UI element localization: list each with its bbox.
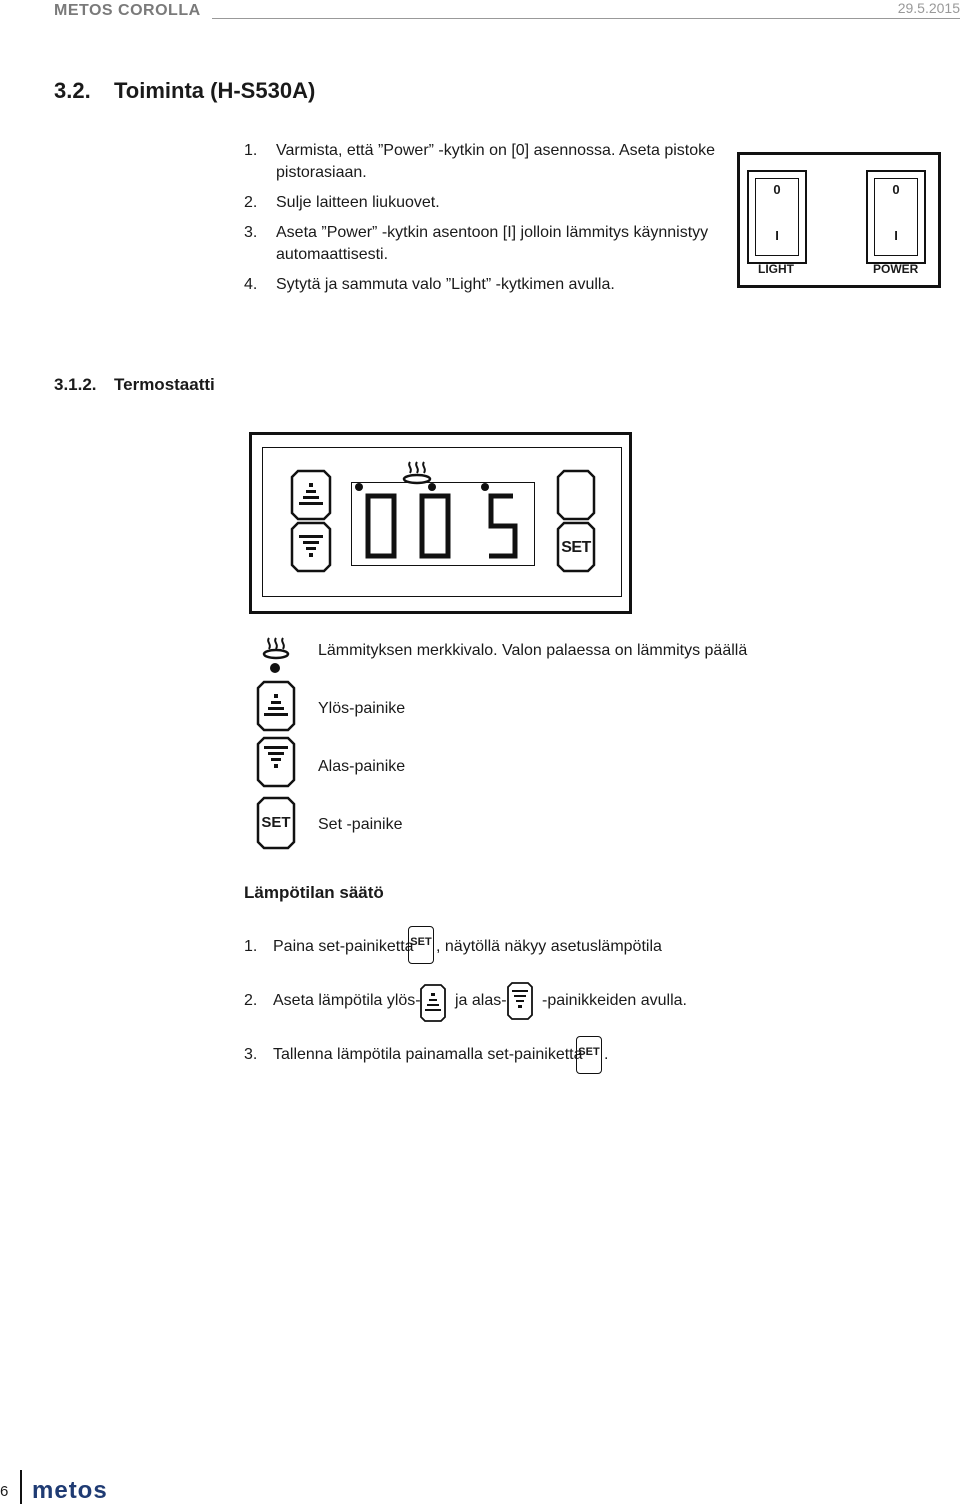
step-number: 1. <box>244 938 258 955</box>
temperature-step-2-after: -painikkeiden avulla. <box>542 992 687 1009</box>
digit-0-a <box>368 496 394 556</box>
thermostat-left-buttons <box>290 469 332 575</box>
subsection-title: Termostaatti <box>114 375 215 394</box>
power-label: POWER <box>873 262 919 276</box>
step-text: Varmista, että ”Power” -kytkin on [0] asennossa. Aseta pistoke pistorasiaan. <box>276 142 716 181</box>
step-number: 4. <box>244 276 258 293</box>
inline-down-icon <box>507 982 533 1020</box>
subsection-number: 3.1.2. <box>54 375 97 394</box>
section-number: 3.2. <box>54 78 91 103</box>
power-switch-on-mark: I <box>894 228 898 243</box>
step-text: Tallenna lämpötila painamalla set-painiketta <box>273 1046 583 1063</box>
step-number: 3. <box>244 224 258 241</box>
temperature-step-3-after: . <box>604 1046 609 1063</box>
thermostat-panel <box>249 432 632 614</box>
step-number: 2. <box>244 992 258 1009</box>
power-switch[interactable] <box>866 170 926 264</box>
footer-rule <box>20 1470 22 1504</box>
set-button-icon-label: SET <box>261 814 291 831</box>
temperature-step-1 <box>244 938 414 956</box>
up-button-icon <box>256 680 296 732</box>
up-button-outline[interactable] <box>292 471 330 519</box>
up-arrow-icon <box>299 483 323 505</box>
inline-set-label: SET <box>410 936 432 948</box>
section-heading <box>54 78 315 104</box>
set-button-label: SET <box>561 539 591 556</box>
step-text: Paina set-painiketta <box>273 938 414 955</box>
step-number: 1. <box>244 142 258 159</box>
digit-0-b <box>422 496 448 556</box>
header-date: 29.5.2015 <box>897 0 960 16</box>
light-label: LIGHT <box>758 262 794 276</box>
step-text: Sytytä ja sammuta valo ”Light” -kytkimen avulla. <box>276 276 615 293</box>
operation-steps <box>244 140 724 304</box>
light-switch[interactable] <box>747 170 807 264</box>
step-number: 3. <box>244 1046 258 1063</box>
step-4 <box>244 274 724 296</box>
inline-set-icon <box>408 926 434 964</box>
light-switch-off-mark: 0 <box>773 182 781 197</box>
step-number: 2. <box>244 194 258 211</box>
temperature-step-3 <box>244 1046 583 1064</box>
display-digits <box>351 482 535 566</box>
svg-text:metos: metos <box>32 1480 108 1502</box>
step-text: Aseta ”Power” -kytkin asentoon [I] jolloin lämmitys käynnistyy automaattisesti. <box>276 224 709 263</box>
display-dot <box>428 483 436 491</box>
step-text: Sulje laitteen liukuovet. <box>276 194 440 211</box>
step-2 <box>244 192 724 214</box>
temperature-step-1-after: , näytöllä näkyy asetuslämpötila <box>436 938 662 955</box>
header-rule <box>212 18 960 19</box>
legend-heating: Lämmityksen merkkivalo. Valon palaessa on lämmitys päällä <box>318 642 748 659</box>
down-button-icon <box>256 736 296 788</box>
step-text: Aseta lämpötila ylös- <box>273 992 421 1009</box>
subsection-heading <box>54 375 215 395</box>
section-title: Toiminta (H-S530A) <box>114 78 316 103</box>
down-arrow-icon <box>299 535 323 557</box>
header-title: METOS COROLLA <box>54 2 201 19</box>
temperature-step-2 <box>244 992 421 1010</box>
power-switch-off-mark: 0 <box>892 182 900 197</box>
thermostat-right-buttons <box>556 469 596 575</box>
step-1 <box>244 140 724 184</box>
inline-up-icon <box>420 984 446 1022</box>
temperature-step-2-middle: ja alas- <box>455 992 507 1009</box>
temperature-heading: Lämpötilan säätö <box>244 883 384 902</box>
switch-panel <box>737 152 941 288</box>
heating-indicator-dot <box>355 483 363 491</box>
metos-logo <box>32 1480 150 1502</box>
light-switch-on-mark: I <box>775 228 779 243</box>
legend-set: Set -painike <box>318 816 403 833</box>
heating-indicator-icon <box>260 636 294 676</box>
display-dot <box>481 483 489 491</box>
legend-down: Alas-painike <box>318 758 406 775</box>
inline-set-icon <box>576 1036 602 1074</box>
page-number: 6 <box>0 1483 9 1500</box>
step-3 <box>244 222 724 266</box>
legend-up: Ylös-painike <box>318 700 406 717</box>
inline-set-label: SET <box>578 1046 600 1058</box>
digit-5 <box>489 496 515 556</box>
blank-button-outline <box>558 471 594 519</box>
